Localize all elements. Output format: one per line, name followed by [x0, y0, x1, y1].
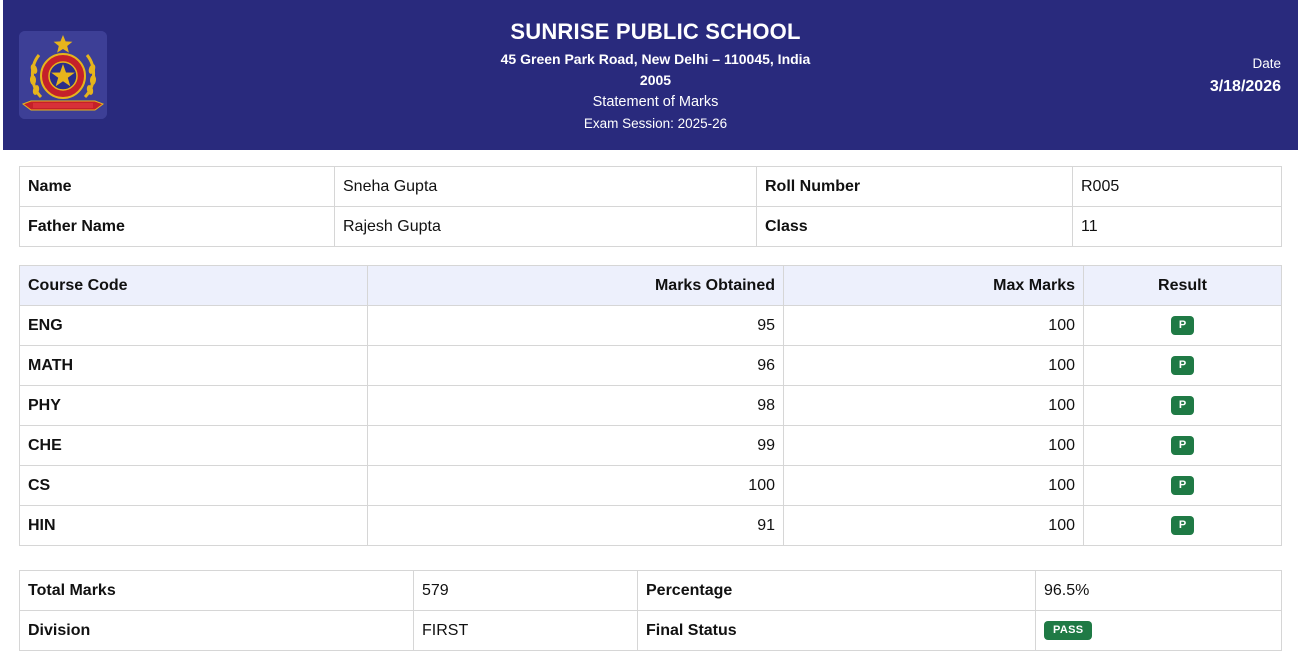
- final-status-label: Final Status: [638, 611, 1036, 651]
- max-marks: 100: [784, 306, 1084, 346]
- division-label: Division: [20, 611, 414, 651]
- marks-obtained-header: Marks Obtained: [368, 266, 784, 306]
- student-info-row: [20, 207, 1282, 247]
- class-label: Class: [757, 207, 1073, 247]
- summary-table: [19, 570, 1282, 651]
- date-block: [1210, 54, 1281, 99]
- result-badge: P: [1171, 316, 1194, 335]
- name-value: Sneha Gupta: [335, 167, 757, 207]
- table-row: [20, 426, 1282, 466]
- course-code: ENG: [20, 306, 368, 346]
- marks-obtained: 96: [368, 346, 784, 386]
- result-cell: [1084, 466, 1282, 506]
- table-row: [20, 466, 1282, 506]
- table-row: [20, 346, 1282, 386]
- division-value: FIRST: [414, 611, 638, 651]
- result-badge: P: [1171, 436, 1194, 455]
- father-name-value: Rajesh Gupta: [335, 207, 757, 247]
- percentage-value: 96.5%: [1036, 571, 1282, 611]
- result-cell: [1084, 306, 1282, 346]
- result-badge: P: [1171, 396, 1194, 415]
- name-label: Name: [20, 167, 335, 207]
- school-info: [403, 18, 908, 134]
- exam-session: Exam Session: 2025-26: [583, 116, 728, 131]
- max-marks: 100: [784, 386, 1084, 426]
- course-code-header: Course Code: [20, 266, 368, 306]
- marks-obtained: 99: [368, 426, 784, 466]
- result-badge: P: [1171, 476, 1194, 495]
- school-logo: [19, 31, 107, 119]
- max-marks: 100: [784, 506, 1084, 546]
- school-crest-icon: [19, 31, 107, 119]
- result-header: Result: [1084, 266, 1282, 306]
- marks-obtained: 95: [368, 306, 784, 346]
- total-marks-value: 579: [414, 571, 638, 611]
- date-value: 3/18/2026: [1209, 78, 1281, 95]
- summary-row: [20, 571, 1282, 611]
- marks-header-row: [20, 266, 1282, 306]
- table-row: [20, 386, 1282, 426]
- course-code: CS: [20, 466, 368, 506]
- date-label: Date: [1252, 56, 1281, 71]
- max-marks: 100: [784, 466, 1084, 506]
- summary-row: [20, 611, 1282, 651]
- school-address: 45 Green Park Road, New Delhi – 110045, India: [500, 51, 811, 67]
- school-header: [3, 0, 1298, 150]
- result-badge: P: [1171, 516, 1194, 535]
- max-marks-header: Max Marks: [784, 266, 1084, 306]
- result-cell: [1084, 346, 1282, 386]
- course-code: CHE: [20, 426, 368, 466]
- max-marks: 100: [784, 346, 1084, 386]
- course-code: HIN: [20, 506, 368, 546]
- table-row: [20, 506, 1282, 546]
- student-info-table: [19, 166, 1282, 247]
- marks-obtained: 91: [368, 506, 784, 546]
- school-year: 2005: [639, 72, 672, 88]
- marks-obtained: 98: [368, 386, 784, 426]
- percentage-label: Percentage: [638, 571, 1036, 611]
- marks-table: [19, 265, 1282, 546]
- result-cell: [1084, 386, 1282, 426]
- total-marks-label: Total Marks: [20, 571, 414, 611]
- final-status-badge: PASS: [1044, 621, 1092, 640]
- result-cell: [1084, 426, 1282, 466]
- school-name: SUNRISE PUBLIC SCHOOL: [510, 19, 801, 44]
- roll-number-label: Roll Number: [757, 167, 1073, 207]
- course-code: PHY: [20, 386, 368, 426]
- class-value: 11: [1073, 207, 1282, 247]
- document-title: Statement of Marks: [592, 94, 719, 110]
- max-marks: 100: [784, 426, 1084, 466]
- father-name-label: Father Name: [20, 207, 335, 247]
- table-row: [20, 306, 1282, 346]
- marks-obtained: 100: [368, 466, 784, 506]
- roll-number-value: R005: [1073, 167, 1282, 207]
- result-cell: [1084, 506, 1282, 546]
- final-status-cell: [1036, 611, 1282, 651]
- student-info-row: [20, 167, 1282, 207]
- course-code: MATH: [20, 346, 368, 386]
- result-badge: P: [1171, 356, 1194, 375]
